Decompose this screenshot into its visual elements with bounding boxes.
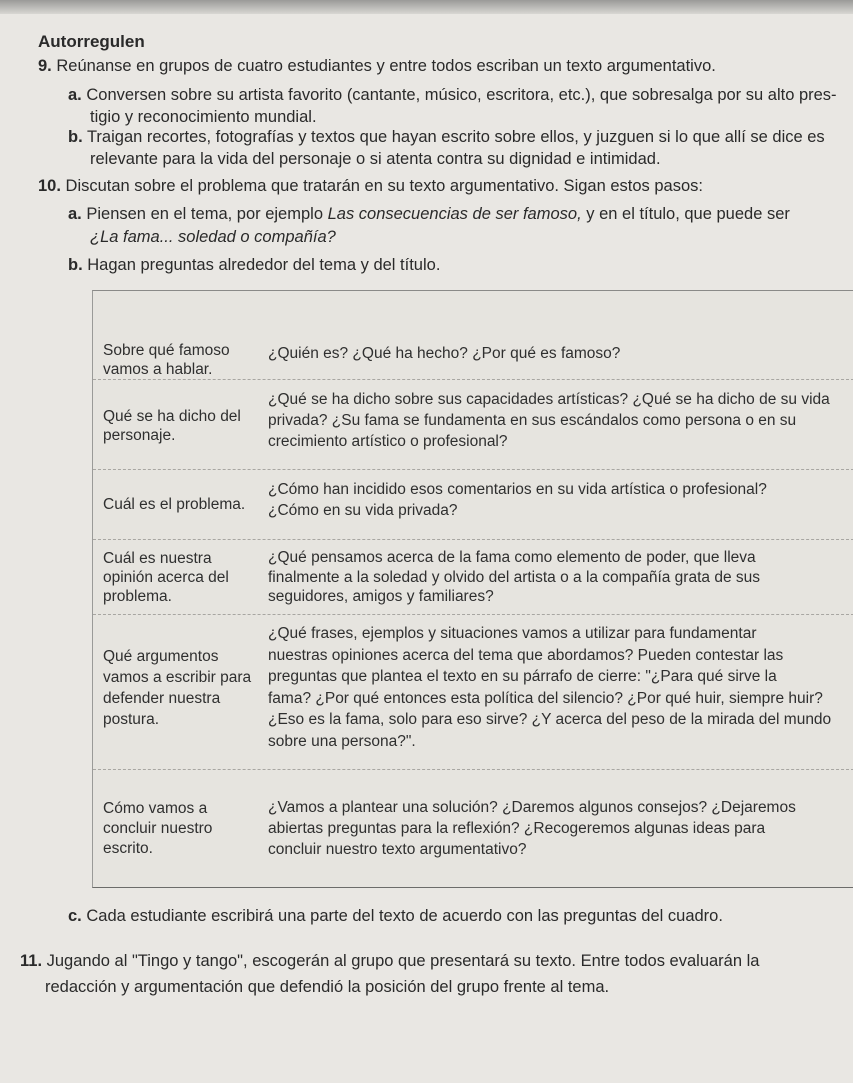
item-9b-line1: [68, 126, 825, 148]
row-questions: [268, 797, 796, 860]
row-questions: [268, 389, 830, 452]
row-label-line: opinión acerca del: [103, 569, 229, 586]
row-label: [103, 799, 212, 859]
item-10a-text-pre: Piensen en el tema, por ejemplo: [86, 205, 328, 223]
item-9a-line1: [68, 84, 837, 106]
row-label-line: defender nuestra: [103, 690, 221, 707]
row-question-line: ¿Eso es la fama, solo para eso sirve? ¿Y acerca del peso de la mirada del mundo: [268, 711, 832, 728]
row-question-line: abiertas preguntas para la reflexión? ¿Recogeremos algunas ideas para: [268, 820, 766, 837]
row-question-line: ¿Qué frases, ejemplos y situaciones vamos a utilizar para fundamentar: [268, 625, 757, 642]
row-label: [103, 495, 245, 514]
row-question-line: ¿Quién es? ¿Qué ha hecho? ¿Por qué es famoso?: [268, 345, 621, 362]
item-11-number: 11.: [20, 952, 43, 970]
row-label-line: vamos a hablar.: [103, 361, 213, 378]
row-question-line: fama? ¿Por qué entonces esta política del silencio? ¿Por qué huir, siempre huir?: [268, 689, 823, 707]
row-label-line: Cuál es nuestra: [103, 550, 212, 567]
row-question-line: ¿Vamos a plantear una solución? ¿Daremos algunos consejos? ¿Dejaremos: [268, 799, 796, 816]
table-row: [93, 539, 853, 615]
row-label: [103, 646, 251, 730]
row-label-line: Qué se ha dicho del: [103, 408, 241, 425]
item-11-text: Jugando al "Tingo y tango", escogerán al grupo que presentará su texto. Entre todos evaluarán la: [46, 952, 760, 970]
item-10-text: Discutan sobre el problema que tratarán en su texto argumentativo. Sigan estos pasos:: [65, 177, 703, 195]
row-label-line: Cuál es el problema.: [103, 496, 246, 513]
row-question-line: finalmente a la soledad y olvido del artista o a la compañía grata de sus: [268, 568, 760, 586]
row-label-line: concluir nuestro: [103, 820, 213, 837]
row-question-line: seguidores, amigos y familiares?: [268, 588, 494, 605]
section-heading: Autorregulen: [38, 32, 145, 51]
item-11-line2: redacción y argumentación que defendió la posición del grupo frente al tema.: [45, 978, 610, 996]
item-9: [38, 55, 716, 77]
item-10c-text: Cada estudiante escribirá una parte del texto de acuerdo con las preguntas del cuadro.: [86, 907, 723, 925]
row-question-line: ¿Cómo han incidido esos comentarios en su vida artística o profesional?: [268, 481, 767, 498]
item-10b: [68, 254, 440, 276]
item-10c: [68, 905, 723, 927]
item-10a-letter: a.: [68, 205, 82, 223]
table-row: [93, 614, 853, 770]
table-row: [93, 469, 853, 540]
row-question-line: preguntas que plantea el texto en su párrafo de cierre: "¿Para qué sirve la: [268, 668, 777, 685]
item-10a-title-example: ¿La fama... soledad o compañía?: [90, 228, 336, 246]
table-row: [93, 769, 853, 887]
item-10a-text-post: y en el título, que puede ser: [581, 205, 790, 223]
item-10a-line1: [68, 203, 790, 225]
table-row: [93, 291, 853, 380]
row-questions: [268, 623, 831, 752]
item-9-number: 9.: [38, 57, 52, 75]
item-9a-letter: a.: [68, 86, 82, 104]
row-label-line: postura.: [103, 711, 160, 728]
item-9a-text: Conversen sobre su artista favorito (cantante, músico, escritora, etc.), que sobresalga por su alto pres-: [86, 86, 837, 104]
row-question-line: crecimiento artístico o profesional?: [268, 433, 508, 450]
row-question-line: ¿Cómo en su vida privada?: [268, 502, 458, 519]
row-questions: [268, 479, 767, 521]
row-question-line: ¿Qué se ha dicho sobre sus capacidades artísticas? ¿Qué se ha dicho de su vida: [268, 391, 830, 408]
row-label-line: Cómo vamos a: [103, 800, 208, 817]
row-label-line: Qué argumentos: [103, 648, 219, 665]
row-label: [103, 549, 229, 606]
item-9b-text: Traigan recortes, fotografías y textos que hayan escrito sobre ellos, y juzguen si lo que allí se dice es: [86, 128, 825, 146]
item-10: [38, 175, 703, 197]
item-9b-letter: b.: [68, 128, 83, 146]
row-question-line: privada? ¿Su fama se fundamenta en sus escándalos como persona o en su: [268, 412, 797, 429]
row-question-line: nuestras opiniones acerca del tema que abordamos? Pueden contestar las: [268, 646, 784, 664]
item-9a-line2: tigio y reconocimiento mundial.: [90, 108, 317, 126]
row-question-line: concluir nuestro texto argumentativo?: [268, 841, 527, 858]
row-label-line: vamos a escribir para: [103, 669, 252, 686]
item-10c-letter: c.: [68, 907, 82, 925]
row-label-line: Sobre qué famoso: [103, 342, 230, 359]
item-10b-letter: b.: [68, 256, 83, 274]
item-11-line1: [20, 950, 759, 972]
row-label: [103, 341, 230, 379]
table-row: [93, 379, 853, 470]
item-10b-text: Hagan preguntas alrededor del tema y del título.: [87, 256, 441, 274]
row-questions: [268, 344, 620, 363]
item-9-text: Reúnanse en grupos de cuatro estudiantes y entre todos escriban un texto argumentativo.: [56, 57, 716, 75]
item-10a-topic-example: Las consecuencias de ser famoso,: [327, 205, 582, 223]
row-label: [103, 407, 241, 445]
row-label-line: escrito.: [103, 840, 153, 857]
item-9b-line2: relevante para la vida del personaje o si atenta contra su dignidad e intimidad.: [90, 150, 661, 168]
row-label-line: problema.: [103, 588, 172, 605]
page-top-edge: [0, 0, 853, 14]
questions-table: [92, 290, 853, 888]
item-10-number: 10.: [38, 177, 61, 195]
row-questions: [268, 548, 760, 607]
row-label-line: personaje.: [103, 427, 176, 444]
row-question-line: ¿Qué pensamos acerca de la fama como elemento de poder, que lleva: [268, 549, 756, 566]
row-question-line: sobre una persona?".: [268, 732, 416, 750]
